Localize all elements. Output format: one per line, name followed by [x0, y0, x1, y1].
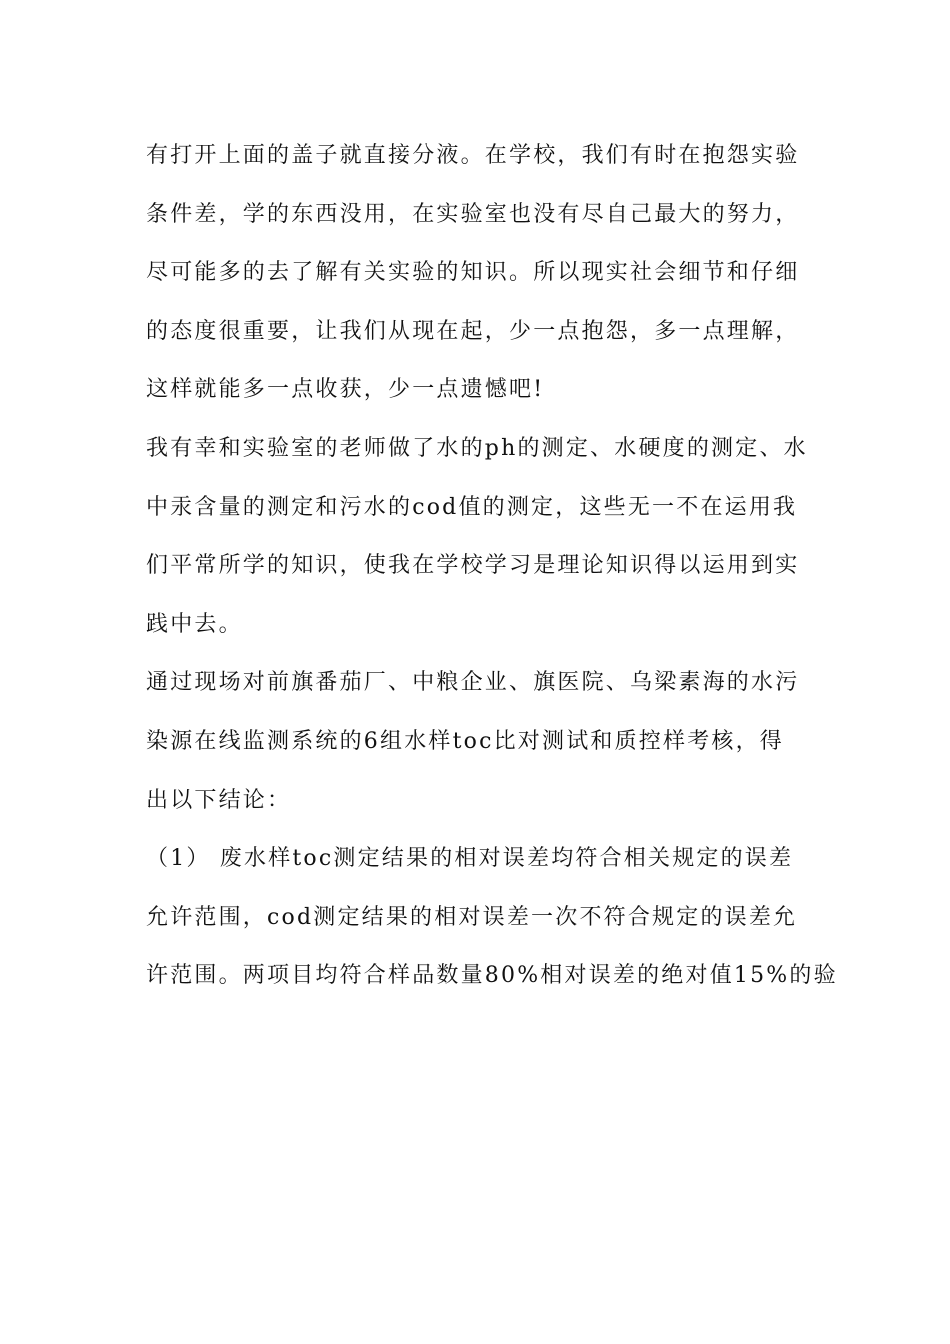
text-line: 允许范围，cod测定结果的相对误差一次不符合规定的误差允 [146, 904, 798, 930]
text-line: 通过现场对前旗番茄厂、中粮企业、旗医院、乌梁素海的水污 [146, 670, 800, 696]
text-line: 这样就能多一点收获，少一点遗憾吧! [146, 377, 545, 403]
text-line: 我有幸和实验室的老师做了水的ph的测定、水硬度的测定、水 [146, 435, 808, 461]
text-line: 条件差，学的东西没用，在实验室也没有尽自己最大的努力， [146, 201, 800, 227]
text-line: （1） 废水样toc测定结果的相对误差均符合相关规定的误差 [146, 846, 794, 872]
text-line: 许范围。两项目均符合样品数量80%相对误差的绝对值15%的验 [146, 963, 838, 989]
text-line: 染源在线监测系统的6组水样toc比对测试和质控样考核，得 [146, 728, 785, 754]
body-text [146, 127, 838, 1006]
text-line: 尽可能多的去了解有关实验的知识。所以现实社会细节和仔细 [146, 260, 800, 286]
text-line: 有打开上面的盖子就直接分液。在学校，我们有时在抱怨实验 [146, 143, 800, 168]
text-line: 的态度很重要，让我们从现在起，少一点抱怨，多一点理解， [146, 318, 800, 344]
text-line: 中汞含量的测定和污水的cod值的测定，这些无一不在运用我 [146, 494, 798, 520]
text-line: 出以下结论： [146, 787, 292, 813]
text-line: 践中去。 [146, 611, 243, 637]
text-line: 们平常所学的知识，使我在学校学习是理论知识得以运用到实 [146, 553, 800, 579]
